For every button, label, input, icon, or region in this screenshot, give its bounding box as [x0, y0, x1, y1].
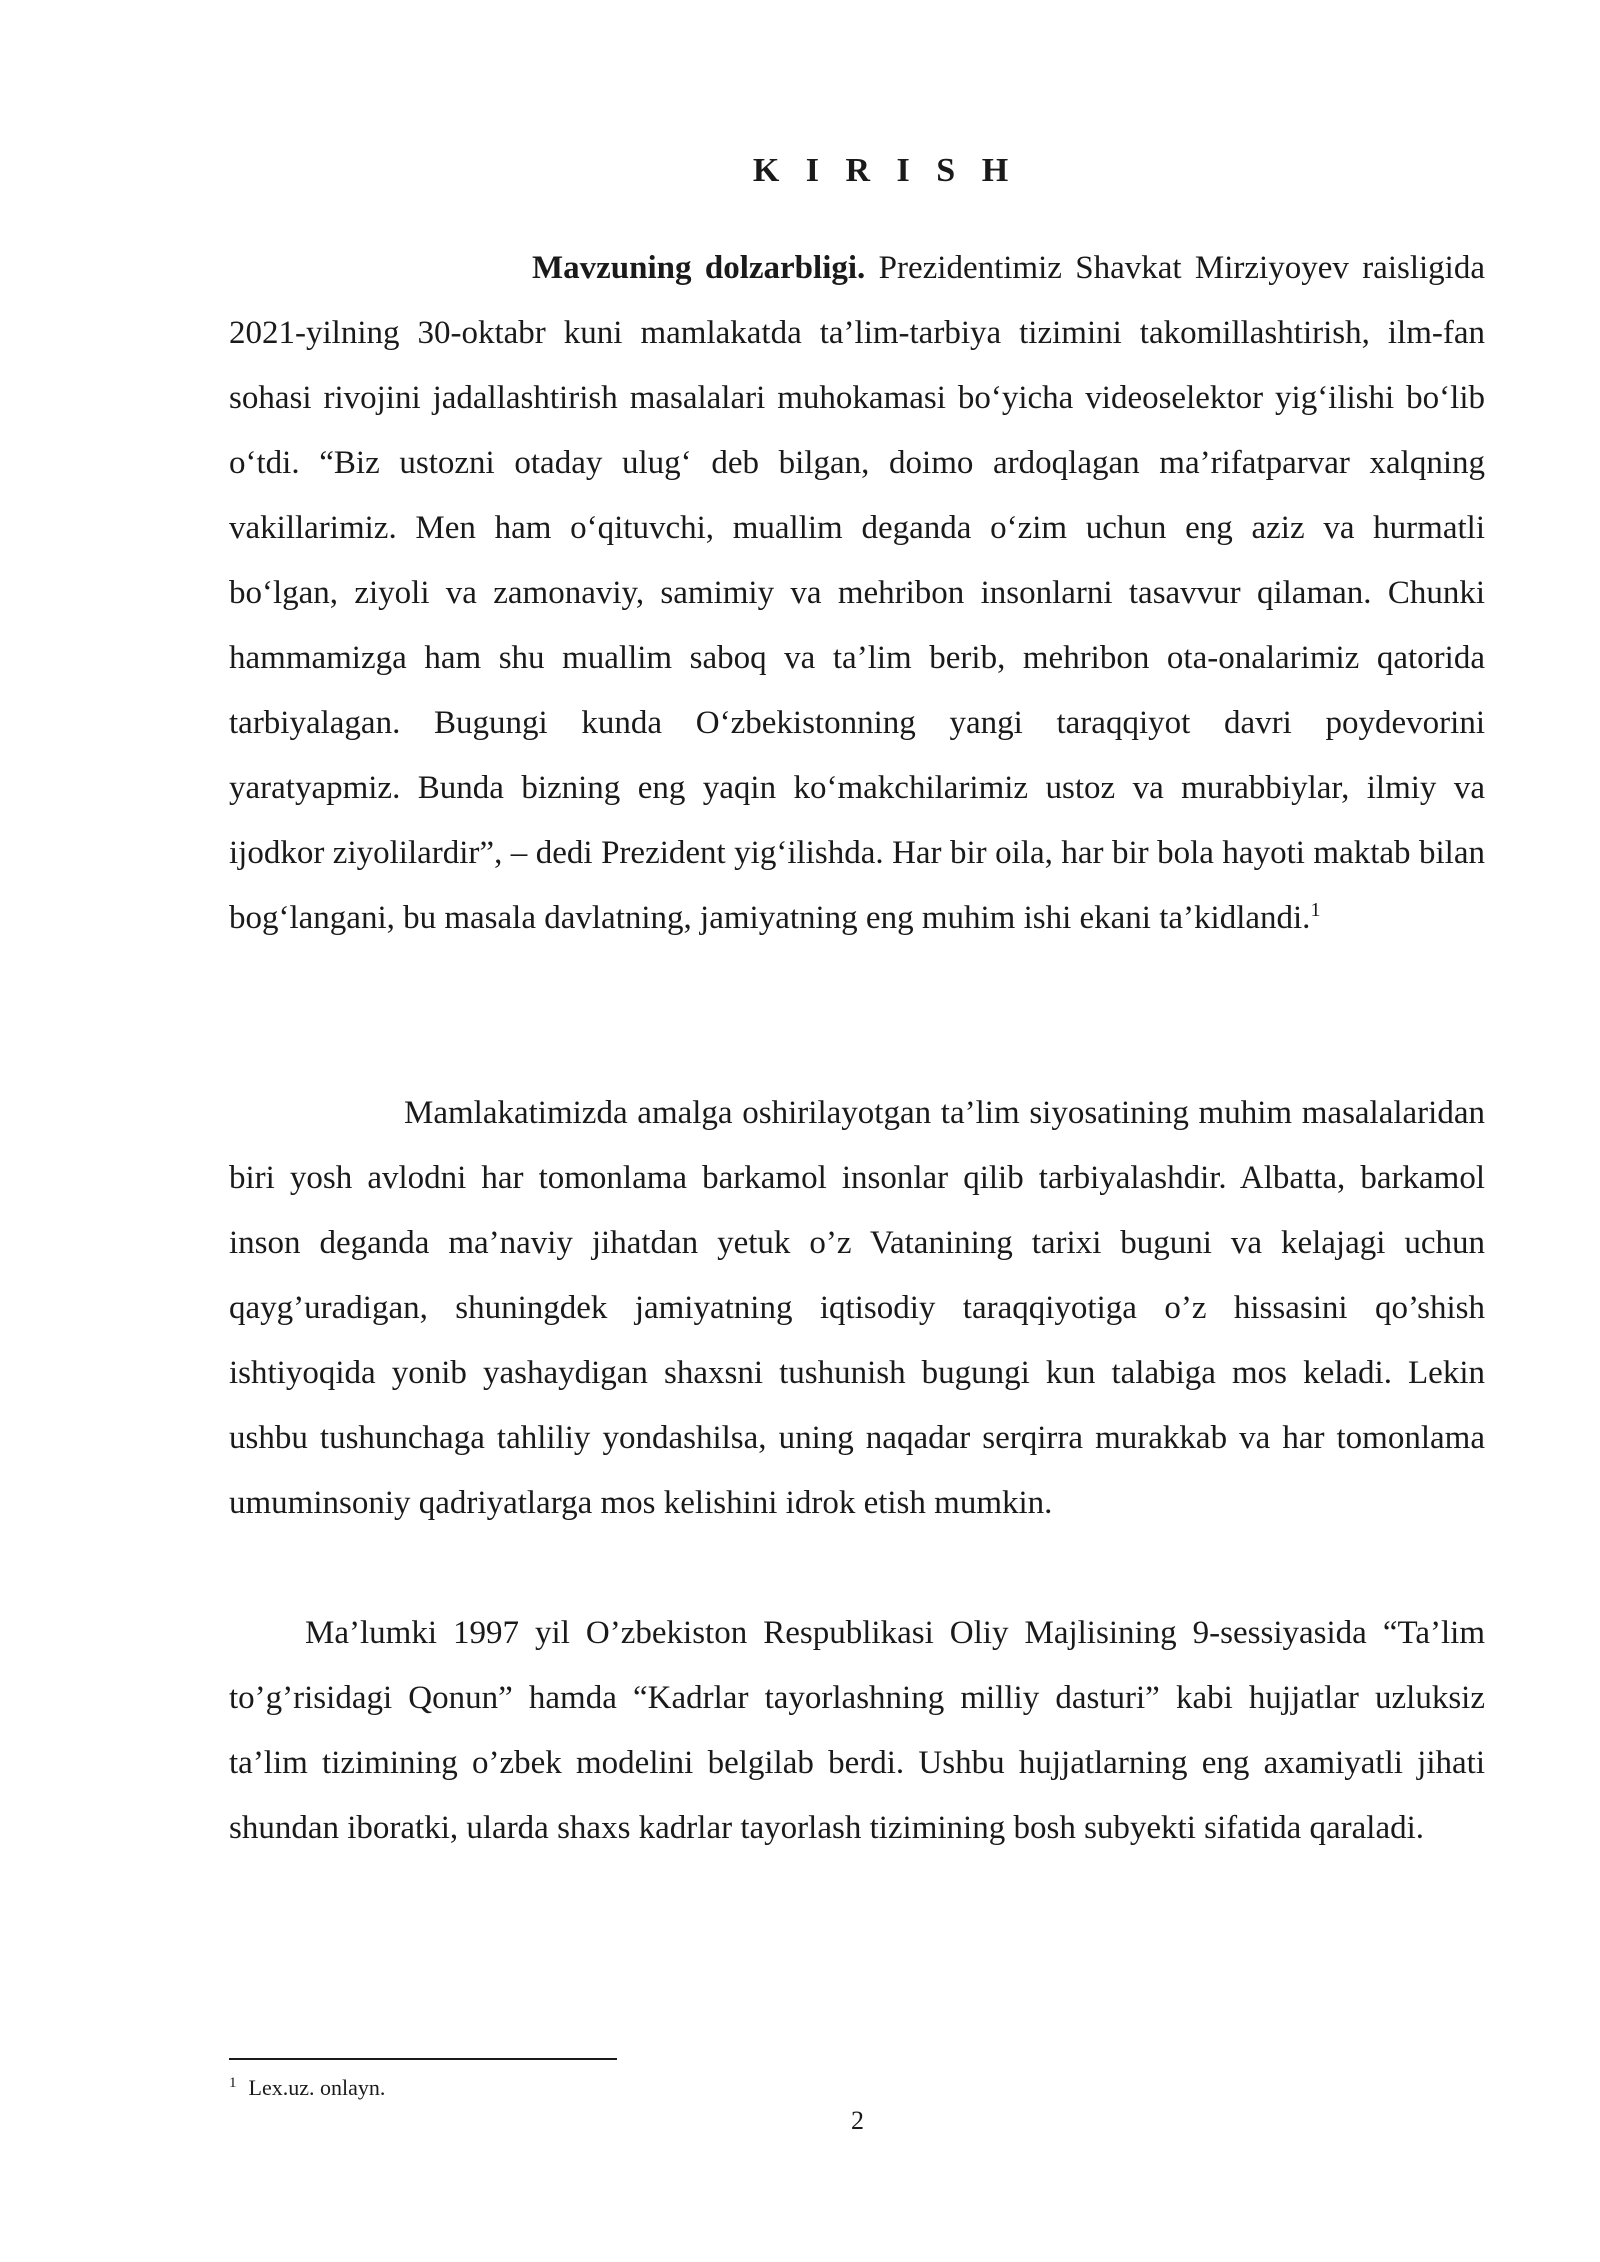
section-heading: K I R I S H — [752, 152, 1018, 189]
footnote — [229, 2073, 385, 2103]
paragraph-3-text: Ma’lumki 1997 yil O’zbekiston Respublikasi Oliy Majlisining 9-sessiyasida “Ta’lim to’g’risidagi Qonun” hamda “Kadrlar tayorlashning milliy dasturi” kabi hujjatlar uzluksiz ta’lim tizimining o’zbek modelini belgilab berdi. Ushbu hujjatlarning eng axamiyatli jihati shundan iboratki, ularda shaxs kadrlar tayorlash tizimining bosh subyekti sifatida qaraladi. — [229, 1615, 1485, 1846]
paragraph-law-1997 — [229, 1601, 1485, 1861]
paragraph-1-text — [229, 236, 1485, 951]
page-number: 2 — [851, 2106, 864, 2135]
footnote-reference: 1 — [1310, 899, 1321, 921]
footnote-text: Lex.uz. onlayn. — [248, 2075, 386, 2100]
footnote-separator — [229, 2058, 617, 2060]
paragraph-relevance — [229, 236, 1485, 951]
paragraph-lead: Mavzuning dolzarbligi. — [532, 250, 866, 286]
footnote-number: 1 — [229, 2074, 237, 2091]
paragraph-education-policy — [229, 1081, 1485, 1536]
paragraph-1-body: Prezidentimiz Shavkat Mirziyoyev raisligida 2021-yilning 30-oktabr kuni mamlakatda ta’lim-tarbiya tizimini takomillashtirish, ilm-fan sohasi rivojini jadallashtirish masalalari muhokamasi bo‘yicha videoselektor yig‘ilishi bo‘lib o‘tdi. “Biz ustozni otaday ulug‘ deb bilgan, doimo ardoqlagan ma’rifatparvar xalqning vakillarimiz. Men ham o‘qituvchi, muallim deganda o‘zim uchun eng aziz va hurmatli bo‘lgan, ziyoli va zamonaviy, samimiy va mehribon insonlarni tasavvur qilaman. Chunki hammamizga ham shu muallim saboq va ta’lim berib, mehribon ota-onalarimiz qatorida tarbiyalagan. Bugungi kunda O‘zbekistonning yangi taraqqiyot davri poydevorini yaratyapmiz. Bunda bizning eng yaqin ko‘makchilarimiz ustoz va murabbiylar, ilmiy va ijodkor ziyolilardir”, – dedi Prezident yig‘ilishda. Har bir oila, har bir bola hayoti maktab bilan bog‘langani, bu masala davlatning, jamiyatning eng muhim ishi ekani ta’kidlandi. — [229, 250, 1485, 936]
paragraph-2-text: Mamlakatimizda amalga oshirilayotgan ta’lim siyosatining muhim masalalaridan biri yosh avlodni har tomonlama barkamol insonlar qilib tarbiyalashdir. Albatta, barkamol inson deganda ma’naviy jihatdan yetuk o’z Vatanining tarixi buguni va kelajagi uchun qayg’uradigan, shuningdek jamiyatning iqtisodiy taraqqiyotiga o’z hissasini qo’shish ishtiyoqida yonib yashaydigan shaxsni tushunish bugungi kun talabiga mos keladi. Lekin ushbu tushunchaga tahliliy yondashilsa, uning naqadar serqirra murakkab va har tomonlama umuminsoniy qadriyatlarga mos kelishini idrok etish mumkin. — [229, 1095, 1485, 1521]
